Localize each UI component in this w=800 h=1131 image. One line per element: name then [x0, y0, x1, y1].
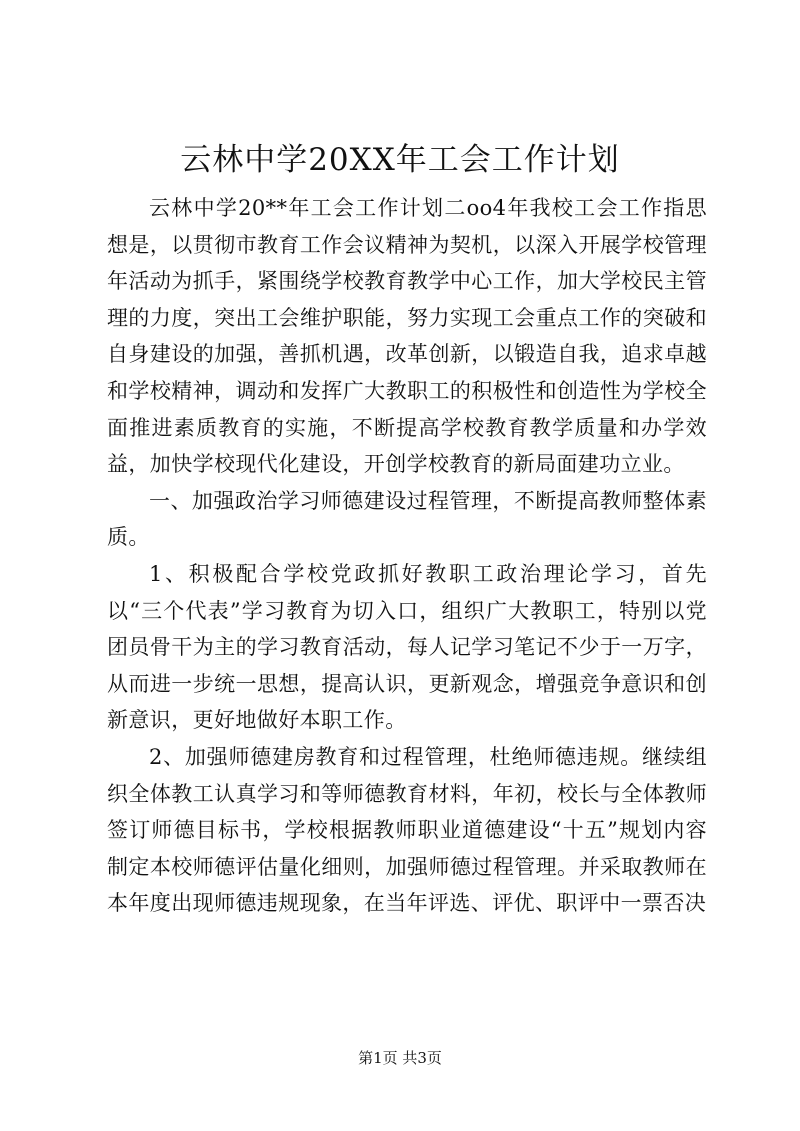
paragraph-section-1-heading: 一、加强政治学习师德建设过程管理，不断提高教师整体素质。	[107, 488, 707, 550]
document-body	[107, 190, 707, 922]
document-title: 云林中学20XX年工会工作计划	[180, 142, 620, 178]
paragraph-item-2: 2、加强师德建房教育和过程管理，杜绝师德违规。继续组织全体教工认真学习和等师德教育材料，年初，校长与全体教师签订师德目标书，学校根据教师职业道德建设“十五”规划内容制定本校师德评估量化细则，加强师德过程管理。并采取教师在本年度出现师德违规现象，在当年评选、评优、职评中一票否决	[107, 744, 707, 916]
page-number-footer: 第1页 共3页	[358, 1049, 442, 1067]
paragraph-intro: 云林中学20**年工会工作计划二oo4年我校工会工作指思想是，以贯彻市教育工作会议精神为契机，以深入开展学校管理年活动为抓手，紧围绕学校教育教学中心工作，加大学校民主管理的力度，突出工会维护职能，努力实现工会重点工作的突破和自身建设的加强，善抓机遇，改革创新，以锻造自我，追求卓越和学校精神，调动和发挥广大教职工的积极性和创造性为学校全面推进素质教育的实施，不断提高学校教育教学质量和办学效益，加快学校现代化建设，开创学校教育的新局面建功立业。	[107, 196, 707, 477]
paragraph-item-1: 1、积极配合学校党政抓好教职工政治理论学习，首先以“三个代表”学习教育为切入口，组织广大教职工，特别以党团员骨干为主的学习教育活动，每人记学习笔记不少于一万字，从而进一步统一思想，提高认识，更新观念，增强竞争意识和创新意识，更好地做好本职工作。	[107, 561, 707, 733]
